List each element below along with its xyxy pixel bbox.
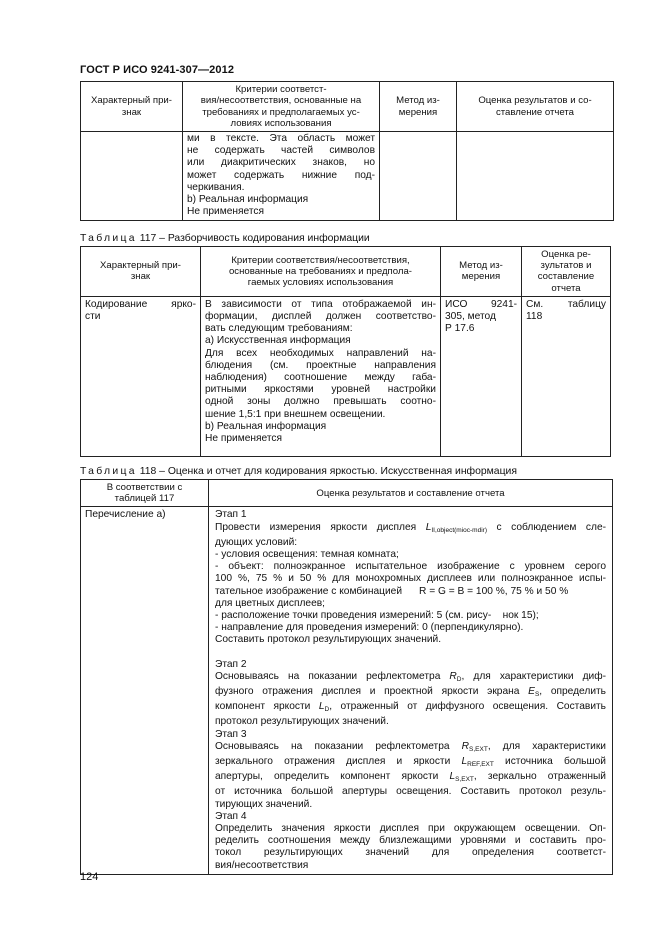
text-line: сти [85, 311, 101, 323]
text-fragment: с соблюдением сле- [486, 521, 607, 533]
text-line: 305, метод [445, 311, 496, 323]
text-fragment: компонент яркости [215, 701, 319, 713]
stage-3-title: Этап 3 [215, 728, 247, 740]
table-header-row [81, 82, 614, 132]
text-line [215, 701, 606, 716]
spacer [215, 647, 606, 659]
text-line [215, 786, 606, 798]
text-fragment: фузного отражения дисплея и проектной яркости экрана [215, 686, 529, 698]
subscript: S,EXT [455, 776, 474, 784]
text-line: тательное изображение с комбинацией R = G = B = 100 %, 75 % и 50 % [215, 585, 569, 597]
symbol: R [449, 670, 457, 682]
text-fragment: Провести измерения яркости дисплея [215, 521, 426, 533]
caption-text: 117 – Разборчивость кодирования информации [139, 233, 370, 244]
text-fragment: Основываясь на показании рефлектометра [215, 740, 462, 752]
text-line: b) Реальная информация [205, 420, 327, 432]
symbol: L [461, 756, 468, 768]
text-line: Для всех необходимых направлений на- [205, 347, 436, 359]
text-line: ИСО 9241- [445, 298, 517, 310]
stage-2-title: Этап 2 [215, 658, 247, 670]
text-fragment: источника большой [493, 756, 606, 768]
text-line: - расположение точки проведения измерений: 5 (см. рису- нок 15); [215, 610, 539, 622]
cell-evaluation [209, 507, 613, 874]
text-line [215, 799, 606, 811]
text-line: вать следующим требованиям: [205, 323, 353, 335]
stage-4-title: Этап 4 [215, 810, 247, 822]
table-header-row [81, 480, 613, 507]
text-line: наблюдения) соотношение между габа- [205, 372, 436, 384]
header-cell-evaluation: Оценка результатов и составление отчета [209, 480, 613, 507]
text-fragment: протокол результирующих значений. [215, 716, 389, 728]
text-line: Составить протокол результирующих значений. [215, 634, 442, 646]
text-line: для цветных дисплеев; [215, 597, 325, 609]
text-fragment: , определить [539, 686, 606, 698]
text-line: не содержать частей символов [187, 145, 375, 157]
text-fragment: , для характеристики [487, 740, 606, 752]
stage-3-body [215, 741, 606, 811]
text-line [215, 756, 606, 771]
cell-criteria [201, 296, 441, 456]
cell-method [441, 296, 522, 456]
cell-criteria [183, 132, 380, 221]
text-line: Определить значения яркости дисплея при окружающем освещении. Оп- [215, 823, 606, 835]
page-number: 124 [80, 871, 99, 883]
text-line [215, 771, 606, 786]
caption-label: Таблица [80, 466, 137, 477]
text-line: - объект: полноэкранное испытательное изображение с уровнем серого [215, 561, 606, 573]
cell-feature [81, 296, 201, 456]
subscript: S,EXT [469, 745, 488, 753]
subscript: REF,EXT [467, 761, 494, 769]
header-cell-feature: Характерный при- знак [81, 82, 183, 132]
document-header: ГОСТ Р ИСО 9241-307—2012 [80, 64, 235, 76]
table-row [81, 507, 613, 874]
subscript: II,object(mioc-mdir) [431, 526, 487, 534]
text-fragment: от источника большой апертуры освещения. Составить протокол резуль- [215, 786, 606, 798]
text-line: b) Реальная информация [187, 194, 309, 206]
symbol: R [461, 740, 470, 752]
text-line: 100 %, 75 % и 50 % для монохромных дисплеев или полноэкранное испы- [215, 573, 606, 585]
stage-2-body [215, 671, 606, 729]
text-line: черкивания. [187, 181, 245, 193]
table-118 [80, 479, 613, 875]
text-line: Кодирование ярко- [85, 298, 196, 310]
caption-label: Таблица [80, 233, 137, 244]
text-line [215, 741, 606, 756]
cell-reference: Перечисление а) [81, 507, 209, 874]
table-117 [80, 246, 611, 457]
symbol: L [425, 521, 432, 533]
stage-1-title: Этап 1 [215, 509, 247, 521]
text-fragment: , для характеристики диф- [461, 670, 607, 682]
header-cell-report: Оценка ре- зультатов и составление отчета [522, 247, 611, 297]
text-line: шение 1,5:1 при внешнем освещении. [205, 408, 386, 420]
text-line: - условия освещения: темная комната; [215, 549, 399, 561]
table-row [81, 296, 611, 456]
header-cell-criteria: Критерии соответст- вия/несоответствия, основанные на требованиях и предполагаемых ус- ловиях использования [183, 82, 380, 132]
symbol: L [318, 701, 325, 713]
text-fragment: зеркального отражения дисплея и яркости [215, 756, 462, 768]
subscript: D [456, 675, 462, 683]
cell-method [380, 132, 457, 221]
text-fragment: апертуры, определить компонент яркости [215, 771, 450, 783]
table-row [81, 132, 614, 221]
subscript: D [324, 706, 330, 714]
subscript: S [534, 691, 540, 699]
text-fragment: , зеркально отраженный [473, 771, 606, 783]
symbol: E [528, 686, 535, 698]
text-line: дующих условий: [215, 536, 298, 548]
text-line: Не применяется [205, 433, 283, 445]
cell-report [522, 296, 611, 456]
text-line: токол результирующих значений для определения соответст- [215, 847, 606, 859]
header-cell-method: Метод из- мерения [441, 247, 522, 297]
table-header-row [81, 247, 611, 297]
text-line: или диакритических знаков, но [187, 157, 375, 169]
text-line: В зависимости от типа отображаемой ин- [205, 298, 436, 310]
cell-report [457, 132, 614, 221]
text-line [215, 686, 606, 701]
header-cell-method: Метод из- мерения [380, 82, 457, 132]
text-line: может содержать нижние под- [187, 169, 375, 181]
text-line: a) Искусственная информация [205, 335, 351, 347]
text-line: ритными яркостями уровней настройки [205, 384, 436, 396]
table-continuation [80, 81, 614, 221]
text-line: ми в тексте. Эта область может [187, 133, 375, 144]
text-line: вия/несоответствия [215, 859, 309, 871]
header-cell-reference: В соответствии с таблицей 117 [81, 480, 209, 507]
table-117-caption [80, 233, 370, 244]
text-line: формации, дисплей должен соответство- [205, 311, 436, 323]
text-line [215, 522, 606, 537]
text-line: блюдения (см. проектные направления [205, 359, 436, 371]
header-cell-feature: Характерный при- знак [81, 247, 201, 297]
text-fragment: , отраженный от диффузного освещения. Составить [329, 701, 606, 713]
text-line: одной зоны должно превышать соотно- [205, 396, 436, 408]
text-line: См. таблицу [526, 298, 606, 310]
text-line: Р 17.6 [445, 323, 475, 335]
text-line [215, 671, 606, 686]
header-cell-report: Оценка результатов и со- ставление отчета [457, 82, 614, 132]
cell-feature [81, 132, 183, 221]
text-line: 118 [526, 311, 543, 323]
text-line: Не применяется [187, 206, 265, 218]
text-line: ределить соотношения между близлежащими уровнями и составить про- [215, 835, 606, 847]
text-line [215, 716, 606, 728]
table-118-caption [80, 466, 517, 477]
text-line: - направление для проведения измерений: 0 (перпендикулярно). [215, 622, 524, 634]
text-fragment: Основываясь на показании рефлектометра [215, 670, 450, 682]
symbol: L [449, 771, 456, 783]
header-cell-criteria: Критерии соответствия/несоответствия, основанные на требованиях и предпола- гаемых условиях использования [201, 247, 441, 297]
text-fragment: тирующих значений. [215, 798, 313, 810]
caption-text: 118 – Оценка и отчет для кодирования яркостью. Искусственная информация [139, 466, 517, 477]
